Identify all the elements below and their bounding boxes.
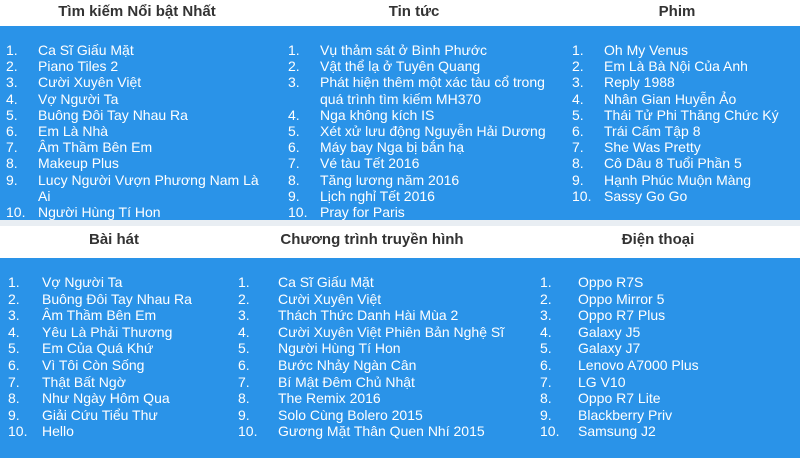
movies-list [572,42,794,204]
songs-list [8,274,222,440]
list-item[interactable]: 6. Bước Nhảy Ngàn Cân [238,356,417,373]
news-column [288,26,560,220]
list-item[interactable]: 6. Em Là Nhà [6,123,109,140]
row1-panel [0,26,800,220]
list-item[interactable]: 4. Yêu Là Phải Thương [8,323,173,340]
list-item[interactable]: 3. Oppo R7 Plus [540,307,666,324]
list-item[interactable]: 1. Ca Sĩ Giấu Mặt [238,274,374,290]
list-item[interactable]: 5. Galaxy J7 [540,340,641,357]
list-item[interactable]: 5. Người Hùng Tí Hon [238,340,401,357]
list-item[interactable]: 7. LG V10 [540,373,626,390]
header-top-searches: Tìm kiếm Nổi bật Nhất [58,3,216,20]
list-item[interactable]: 6. Vì Tôi Còn Sống [8,356,145,373]
list-item[interactable]: 10. Samsung J2 [540,423,656,440]
list-item[interactable]: 3. Phát hiện thêm một xác tàu cổ trong quá trình tìm kiếm MH370 [288,74,545,107]
list-item[interactable]: 8. Makeup Plus [6,155,119,172]
list-item[interactable]: 4. Nhân Gian Huyễn Ảo [572,90,737,107]
header-movies: Phim [658,3,696,20]
list-item[interactable]: 8. The Remix 2016 [238,390,381,407]
list-item[interactable]: 2. Piano Tiles 2 [6,58,119,75]
list-item[interactable]: 2. Vật thể lạ ở Tuyên Quang [288,58,481,75]
list-item[interactable]: 1. Ca Sĩ Giấu Mặt [6,42,134,58]
list-item[interactable]: 9. Hạnh Phúc Muộn Màng [572,171,752,188]
list-item[interactable]: 4. Cười Xuyên Việt Phiên Bản Nghệ Sĩ [238,323,505,340]
header-phones: Điện thoại [621,231,695,248]
row2-panel [0,258,800,458]
list-item[interactable]: 7. Vé tàu Tết 2016 [288,155,420,172]
header-songs: Bài hát [88,231,139,248]
list-item[interactable]: 8. Tăng lương năm 2016 [288,171,460,188]
list-item[interactable]: 9. Solo Cùng Bolero 2015 [238,406,423,423]
movies-column [572,26,794,204]
list-item[interactable]: 9. Giải Cứu Tiểu Thư [8,406,158,423]
list-item[interactable]: 1. Oppo R7S [540,274,644,290]
list-item[interactable]: 4. Nga không kích IS [288,106,435,123]
list-item[interactable]: 10. Sassy Go Go [572,187,688,204]
list-item[interactable]: 2. Cười Xuyên Việt [238,290,382,307]
list-item[interactable]: 2. Oppo Mirror 5 [540,290,665,307]
list-item[interactable]: 3. Thách Thức Danh Hài Mùa 2 [238,307,459,324]
list-item[interactable]: 3. Âm Thầm Bên Em [8,307,157,324]
list-item[interactable]: 3. Reply 1988 [572,74,675,91]
list-item[interactable]: 9. Lucy Người Vượn Phương Nam Là Ai [6,171,259,204]
list-item[interactable]: 10. Pray for Paris [288,204,405,221]
list-item[interactable]: 1. Vợ Người Ta [8,274,123,290]
list-item[interactable]: 5. Em Của Quá Khứ [8,340,154,357]
news-list [288,42,560,220]
phones-column [540,258,794,440]
list-item[interactable]: 1. Oh My Venus [572,42,689,58]
list-item[interactable]: 7. Âm Thầm Bên Em [6,139,153,156]
top-searches-list [6,42,274,220]
list-item[interactable]: 5. Thái Tử Phi Thăng Chức Ký [572,106,779,123]
list-item[interactable]: 10. Gương Mặt Thân Quen Nhí 2015 [238,423,485,440]
list-item[interactable]: 4. Vợ Người Ta [6,90,119,107]
header-tv-shows: Chương trình truyền hình [280,231,464,248]
songs-column [8,258,222,440]
list-item[interactable]: 3. Cười Xuyên Việt [6,74,142,91]
tv-shows-list [238,274,528,440]
list-item[interactable]: 9. Blackberry Priv [540,406,673,423]
list-item[interactable]: 8. Cô Dâu 8 Tuổi Phần 5 [572,155,742,172]
list-item[interactable]: 6. Máy bay Nga bị bắn hạ [288,139,464,156]
list-item[interactable]: 2. Em Là Bà Nội Của Anh [572,58,748,75]
list-item[interactable]: 5. Xét xử lưu động Nguyễn Hải Dương [288,123,546,140]
list-item[interactable]: 8. Oppo R7 Lite [540,390,661,407]
list-item[interactable]: 2. Buông Đôi Tay Nhau Ra [8,290,192,307]
list-item[interactable]: 10. Hello [8,423,74,440]
list-item[interactable]: 5. Buông Đôi Tay Nhau Ra [6,106,188,123]
list-item[interactable]: 9. Lịch nghỉ Tết 2016 [288,187,435,204]
row1-header [0,2,800,22]
list-item[interactable]: 10. Người Hùng Tí Hon [6,204,161,221]
phones-list [540,274,794,440]
top-searches-column [6,26,274,220]
list-item[interactable]: 1. Vụ thảm sát ở Bình Phước [288,42,488,58]
header-news: Tin tức [388,3,440,20]
section-divider [0,220,800,226]
list-item[interactable]: 7. Bí Mật Đêm Chủ Nhật [238,373,415,390]
list-item[interactable]: 8. Như Ngày Hôm Qua [8,390,170,407]
list-item[interactable]: 7. She Was Pretty [572,139,701,156]
list-item[interactable]: 4. Galaxy J5 [540,323,641,340]
list-item[interactable]: 6. Trái Cấm Tập 8 [572,123,701,140]
list-item[interactable]: 7. Thật Bất Ngờ [8,373,126,390]
tv-shows-column [238,258,528,440]
row2-header [0,228,800,252]
list-item[interactable]: 6. Lenovo A7000 Plus [540,356,699,373]
